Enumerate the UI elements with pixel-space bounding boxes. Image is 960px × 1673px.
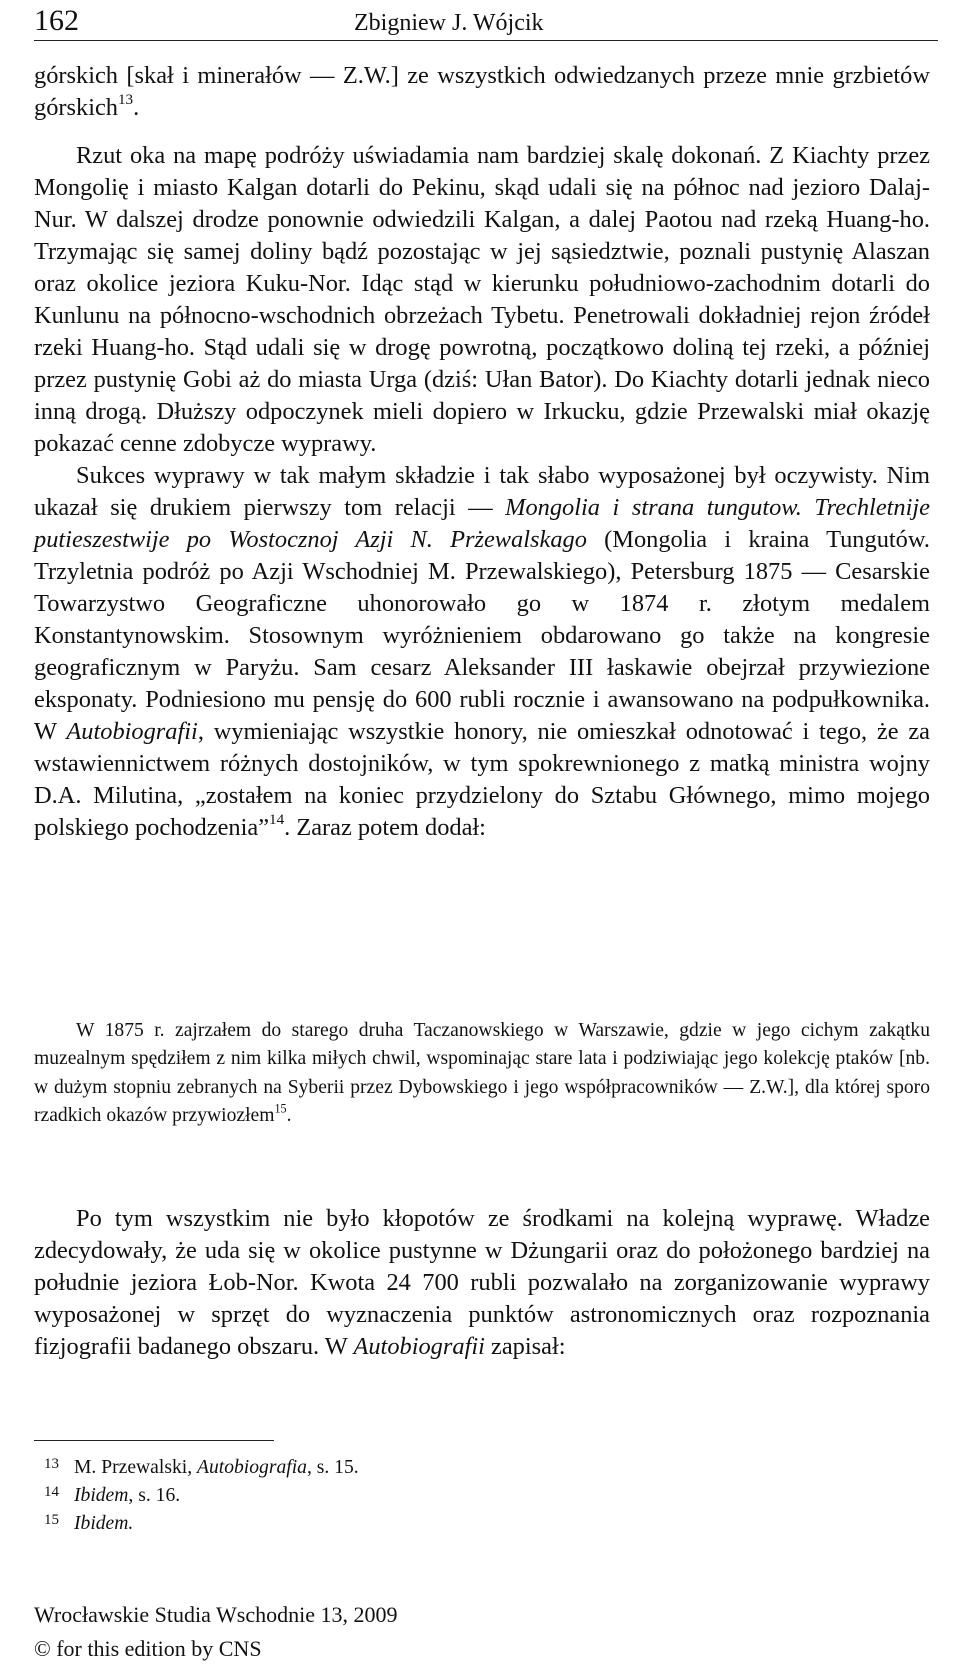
- footnote-title: Ibidem: [74, 1485, 129, 1507]
- paragraph-2-text-d: . Zaraz potem dodał:: [284, 814, 486, 841]
- footnote-post: , s. 16.: [128, 1485, 181, 1507]
- footnote-post: , s. 15.: [306, 1457, 359, 1478]
- footnote-ref: 15: [274, 1101, 287, 1116]
- paragraph-3-text-b: zapisał:: [484, 1333, 566, 1360]
- journal-info: Wrocławskie Studia Wschodnie 13, 2009: [34, 1602, 398, 1627]
- paragraph-2-text-b: (Mongolia i kraina Tungutów. Trzyletnia podróż po Azji Wschodniej M. Przewalskiego), Petersburg 1875 — Cesarskie Towarzystwo Geograficzne uhonorowało go w 1874 r. złotym medalem Konstantynowskim. Stosownym wyróżnieniem obdarowano go także na kongresie geograficznym w Paryżu. Sam cesarz Aleksander III łaskawie obejrzał przywiezione eksponaty. Podniesiono mu pensję do 600 rubli rocznie i awansowano na podpułkownika. W: [34, 526, 930, 745]
- running-head: Zbigniew J. Wójcik: [354, 10, 544, 36]
- paragraph-2-title-italic: Mongolia i strana tungutow. Trechletnije putieszestwije po Wostocznoj Azji N. Prżewalskago: [34, 494, 930, 553]
- paragraph-3: [34, 1203, 930, 1363]
- footnote-number: 15: [44, 1512, 59, 1529]
- continued-end: .: [133, 94, 140, 121]
- paragraph-2-text-a: Sukces wyprawy w tak małym składzie i tak słabo wyposażonej był oczywisty. Nim ukazał się drukiem pierwszy tom relacji —: [34, 462, 930, 521]
- page-number: 162: [34, 4, 79, 37]
- footnote-ref: 14: [269, 812, 285, 829]
- paragraph-3-autobiografii-italic: Autobiografii: [353, 1333, 485, 1360]
- paragraph-1: Rzut oka na mapę podróży uświadamia nam bardziej skalę dokonań. Z Kiachty przez Mongolię i miasto Kalgan dotarli do Pekinu, skąd udali się na północ nad jezioro Dalaj-Nur. W dalszej drodze ponownie odwiedzili Kalgan, a dalej Paotou nad rzeką Huang-ho. Trzymając się samej doliny bądź pozostając w jej sąsiedztwie, poznali pustynię Alaszan oraz okolice jeziora Kuku-Nor. Idąc stąd w kierunku południowo-zachodnim dotarli do Kunlunu na północno-wschodnich obrzeżach Tybetu. Penetrowali dokładniej rejon źródeł rzeki Huang-ho. Stąd udali się w drogę powrotną, początkowo doliną tej rzeki, a później przez pustynię Gobi aż do miasta Urga (dziś: Ułan Bator). Do Kiachty dotarli jednak nieco inną drogą. Dłuższy odpoczynek mieli dopiero w Irkucku, gdzie Przewalski miał okazję pokazać cenne zdobycze wyprawy.: [34, 142, 930, 457]
- copyright-notice: © for this edition by CNS: [34, 1636, 262, 1661]
- continued-text: górskich [skał i minerałów — Z.W.] ze wszystkich odwiedzanych przeze mnie grzbietów górskich: [34, 62, 930, 121]
- footnotes: [44, 1454, 904, 1539]
- main-text: [34, 140, 930, 844]
- paragraph-2-autobiografii-italic: Autobiografii: [66, 718, 198, 745]
- footnote-item: [44, 1510, 904, 1538]
- page-footer: [34, 1598, 397, 1666]
- footnote-number: 14: [44, 1484, 59, 1501]
- block-quote: [34, 1017, 930, 1131]
- footnote-pre: M. Przewalski,: [74, 1457, 197, 1478]
- paragraph-2-text-c: , wymieniając wszystkie honory, nie omieszkał odnotować i tego, że za wstawiennictwem różnych dostojników, w tym spokrewnionego z matką ministra wojny D.A. Milutina, „zostałem na koniec przydzielony do Sztabu Głównego, mimo mojego polskiego pochodzenia”: [34, 718, 931, 841]
- footnote-text: [74, 1482, 180, 1510]
- page-header: [34, 4, 930, 38]
- header-rule: [34, 40, 938, 41]
- footnote-text: [74, 1454, 359, 1482]
- footnote-number: 13: [44, 1456, 59, 1472]
- footnote-item: [44, 1482, 904, 1510]
- footnote-rule: [34, 1440, 274, 1441]
- paragraph-2: [34, 460, 930, 844]
- footnote-text: [74, 1510, 133, 1538]
- footnote-item: [44, 1454, 904, 1482]
- continued-paragraph: [34, 60, 930, 124]
- main-text-continued: [34, 1203, 930, 1363]
- block-quote-text: W 1875 r. zajrzałem do starego druha Taczanowskiego w Warszawie, gdzie w jego cichym zakątku muzealnym spędziłem z nim kilka miłych chwil, wspominając stare lata i podziwiając jego kolekcję ptaków [nb. w dużym stopniu zebranych na Syberii przez Dybowskiego i jego współpracowników — Z.W.], dla której sporo rzadkich okazów przywiozłem: [34, 1020, 930, 1127]
- footnote-ref: 13: [118, 92, 134, 109]
- paragraph-3-text-a: Po tym wszystkim nie było kłopotów ze środkami na kolejną wyprawę. Władze zdecydowały, że uda się w okolice pustynne w Dżungarii oraz do położonego bardziej na południe jeziora Łob-Nor. Kwota 24 700 rubli pozwalało na zorganizowanie wyprawy wyposażonej w sprzęt do wyznaczenia punktów astronomicznych oraz rozpoznania fizjografii badanego obszaru. W: [34, 1205, 930, 1360]
- footnote-title: Ibidem.: [74, 1513, 134, 1535]
- block-quote-end: .: [286, 1105, 292, 1127]
- footnote-title: Autobiografia: [197, 1457, 307, 1478]
